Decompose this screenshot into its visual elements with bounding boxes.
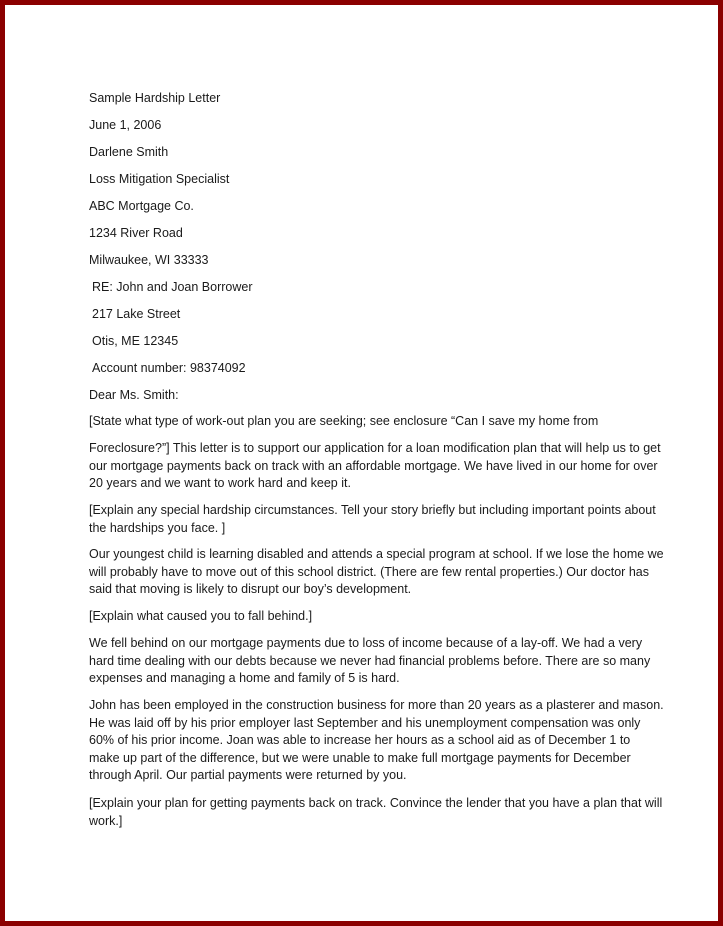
re-street: 217 Lake Street <box>92 307 181 321</box>
paragraph-instruction-cause: [Explain what caused you to fall behind.] <box>89 609 313 623</box>
paragraph-employment: John has been employed in the construction business for more than 20 years as a plasterer and mason. He was laid off by his prior employer last September and his unemployment compensation was only 60% of his prior income. Joan was able to increase her hours as a school aid as of December 1 to make up part of the difference, but we were unable to make full mortgage payments for December through April. Our partial payments were returned by you. <box>89 698 664 783</box>
re-account: Account number: 98374092 <box>92 361 246 375</box>
letter-date: June 1, 2006 <box>89 118 162 132</box>
recipient-name: Darlene Smith <box>89 145 169 159</box>
recipient-street: 1234 River Road <box>89 226 183 240</box>
paragraph-intro: Foreclosure?”] This letter is to support our application for a loan modification plan that will help us to get our mortgage payments back on track with an affordable mortgage. We have lived in our home for over 20 years and we want to work hard and keep it. <box>89 441 661 491</box>
re-city: Otis, ME 12345 <box>92 334 179 348</box>
paragraph-layoff: We fell behind on our mortgage payments due to loss of income because of a lay-off. We had a very hard time dealing with our debts because we never had financial problems before. There are so many expenses and managing a home and family of 5 is hard. <box>89 636 651 686</box>
recipient-title: Loss Mitigation Specialist <box>89 172 230 186</box>
recipient-city: Milwaukee, WI 33333 <box>89 253 209 267</box>
paragraph-instruction-plan: [State what type of work-out plan you are seeking; see enclosure “Can I save my home from <box>89 414 599 428</box>
re-line: RE: John and Joan Borrower <box>92 280 253 294</box>
letter-heading: Sample Hardship Letter <box>89 91 221 105</box>
paragraph-child: Our youngest child is learning disabled and attends a special program at school. If we lose the home we will probably have to move out of this school district. (There are few rental properties.) Our doctor has said that moving is likely to disrupt our boy’s development. <box>89 547 664 597</box>
salutation: Dear Ms. Smith: <box>89 388 179 402</box>
paragraph-instruction-plan-back: [Explain your plan for getting payments back on track. Convince the lender that you have a plan that will work.] <box>89 796 663 828</box>
recipient-company: ABC Mortgage Co. <box>89 199 194 213</box>
paragraph-instruction-hardship: [Explain any special hardship circumstances. Tell your story briefly but including important points about the hardships you face. ] <box>89 503 656 535</box>
